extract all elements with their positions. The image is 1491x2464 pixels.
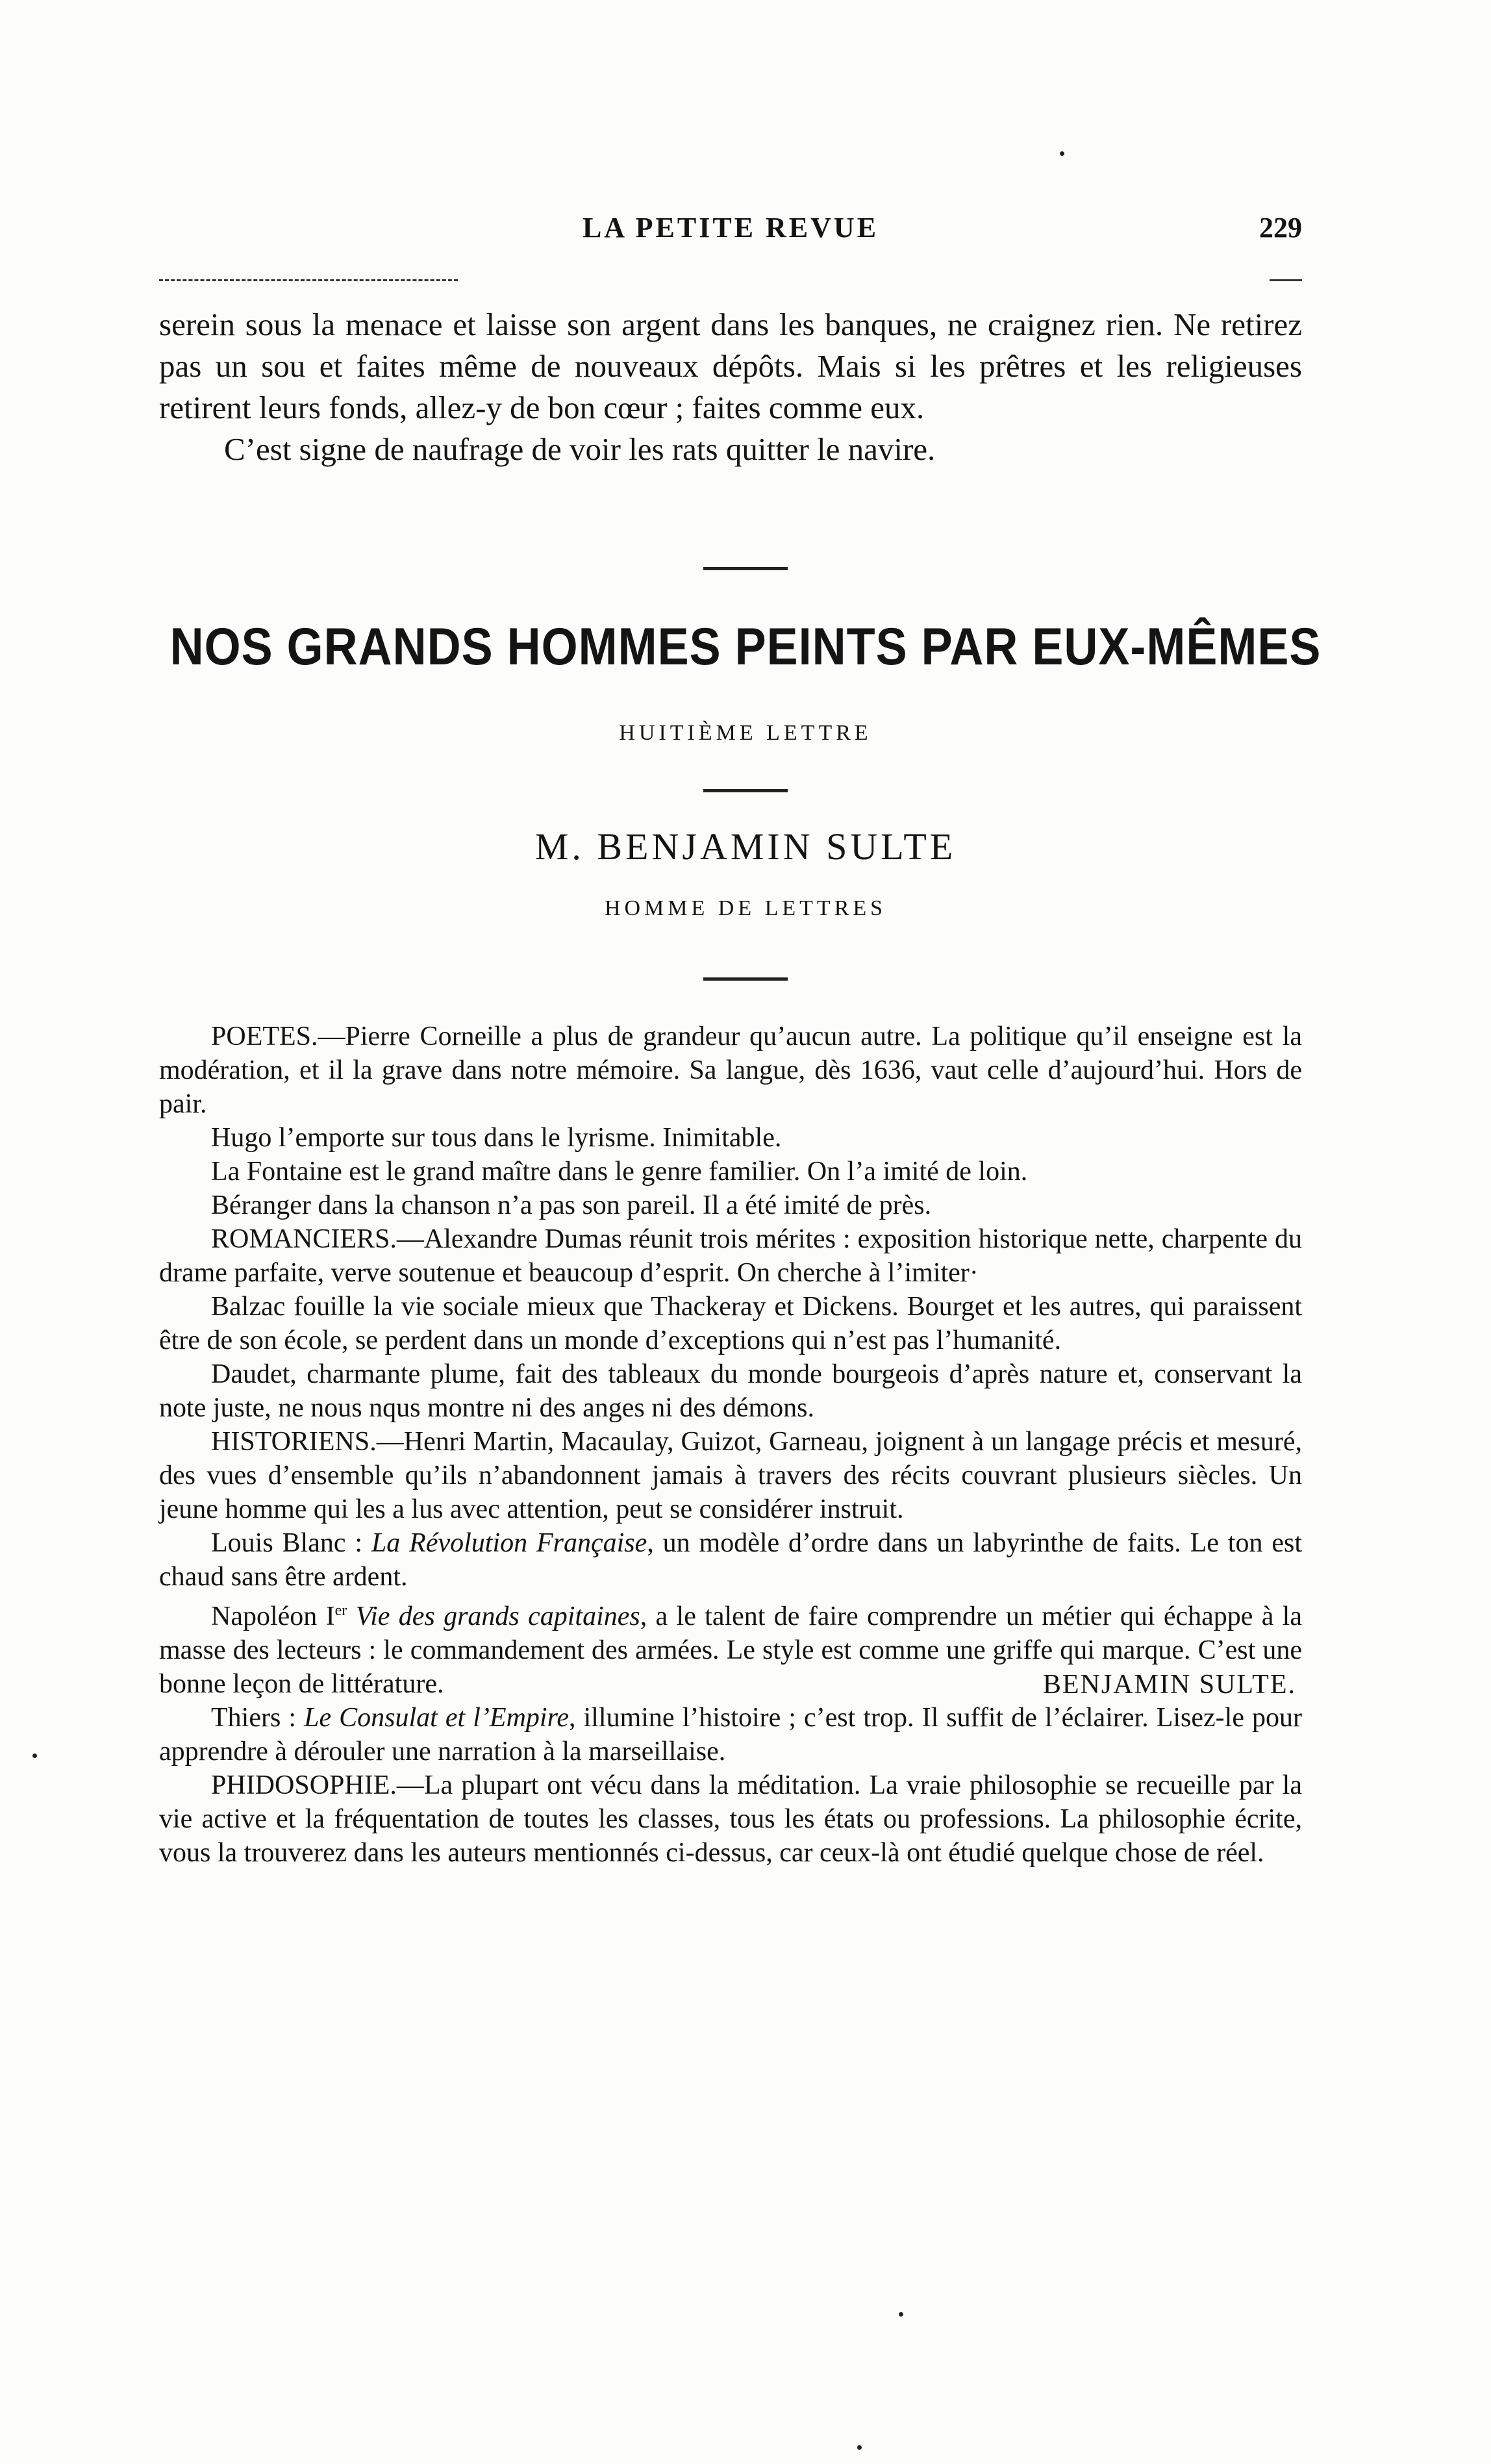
section-divider (703, 567, 788, 570)
paragraph: Daudet, charmante plume, fait des tableaux du monde bourgeois d’après nature et, conservant la note juste, ne nous nqus montre ni des anges ni des démons. (159, 1359, 1302, 1423)
page-number: 229 (1259, 212, 1302, 244)
letter-body (159, 1020, 1302, 1870)
italic-title: Vie des grands capitaines (347, 1602, 640, 1631)
paragraph: Béranger dans la chanson n’a pas son pareil. Il a été imité de près. (211, 1190, 932, 1220)
text-run: , illumine l’histoire ; c’est trop. Il suffit de l’éclairer. Lisez-le pour apprendre à dérouler une narration à la marseillaise. (159, 1703, 1303, 1766)
text-run: Napoléon I (211, 1602, 335, 1631)
intro-paragraph: C’est signe de naufrage de voir les rats quitter le navire. (224, 431, 936, 467)
section-title: NOS GRANDS HOMMES PEINTS PAR EUX-MÊMES (169, 618, 1322, 676)
section-subtitle: HUITIÈME LETTRE (619, 721, 872, 745)
text-run: , a le talent de faire comprendre un métier qui échappe à la masse des lecteurs : le commandement des armées. Le style est comme une griffe qui marque. C’est une bonne leçon de littérature. (159, 1602, 1302, 1699)
running-header (159, 211, 1302, 250)
intro-text (159, 304, 1302, 470)
print-speck (32, 1754, 37, 1758)
header-rule-right (1270, 279, 1302, 281)
superscript: er (334, 1602, 347, 1619)
paragraph (159, 1526, 1302, 1594)
print-speck (899, 2312, 903, 2317)
paragraph: PHIDOSOPHIE.—La plupart ont vécu dans la méditation. La vraie philosophie se recueille par la vie active et la fréquentation de toutes les classes, tous les états ou professions. La philosophie écrite, vous la trouverez dans les auteurs mentionnés ci-dessus, car ceux-là ont étudié quelque chose de réel. (159, 1770, 1302, 1868)
author-divider (703, 977, 788, 981)
header-rule-left (159, 279, 458, 281)
paragraph: Hugo l’emporte sur tous dans le lyrisme. Inimitable. (211, 1123, 782, 1153)
paragraph: La Fontaine est le grand maître dans le genre familier. On l’a imité de loin. (211, 1157, 1028, 1187)
text-run: Thiers : (211, 1703, 305, 1733)
italic-title: Le Consulat et l’Empire (304, 1703, 570, 1733)
print-speck (1060, 151, 1064, 156)
paragraph: Balzac fouille la vie sociale mieux que Thackeray et Dickens. Bourget et les autres, qui paraissent être de son école, se perdent dans un monde d’exceptions qui n’est pas l’humanité. (159, 1292, 1302, 1355)
title-divider (703, 789, 788, 792)
text-run: , un modèle d’ordre dans un labyrinthe de faits. Le ton est chaud sans être ardent. (159, 1528, 1302, 1592)
paragraph (159, 1701, 1302, 1768)
author-role: HOMME DE LETTRES (604, 896, 887, 920)
text-run: Louis Blanc : (211, 1528, 371, 1558)
intro-paragraph: serein sous la menace et laisse son argent dans les banques, ne craignez rien. Ne retirez pas un sou et faites même de nouveaux dépôts. Mais si les prêtres et les religieuses retirent leurs fonds, allez-y de bon cœur ; faites comme eux. (159, 307, 1302, 425)
italic-title: La Révolution Française (371, 1528, 647, 1558)
running-title: LA PETITE REVUE (582, 212, 879, 244)
paragraph: HISTORIENS.—Henri Martin, Macaulay, Guizot, Garneau, joignent à un langage précis et mesuré, des vues d’ensemble qu’ils n’abandonnent jamais à travers des récits couvrant plusieurs siècles. Un jeune homme qui les a lus avec attention, peut se considérer instruit. (159, 1427, 1302, 1524)
paragraph: ROMANCIERS.—Alexandre Dumas réunit trois mérites : exposition historique nette, charpente du drame parfaite, verve soutenue et beaucoup d’esprit. On cherche à l’imiter· (159, 1224, 1302, 1288)
author-title: M. BENJAMIN SULTE (534, 825, 957, 868)
print-speck (857, 2445, 862, 2450)
paragraph: POETES.—Pierre Corneille a plus de grandeur qu’aucun autre. La politique qu’il enseigne est la modération, et il la grave dans notre mémoire. Sa langue, dès 1636, vaut celle d’aujourd’hui. Hors de pair. (159, 1022, 1302, 1119)
signature: BENJAMIN SULTE. (1042, 1670, 1296, 1700)
